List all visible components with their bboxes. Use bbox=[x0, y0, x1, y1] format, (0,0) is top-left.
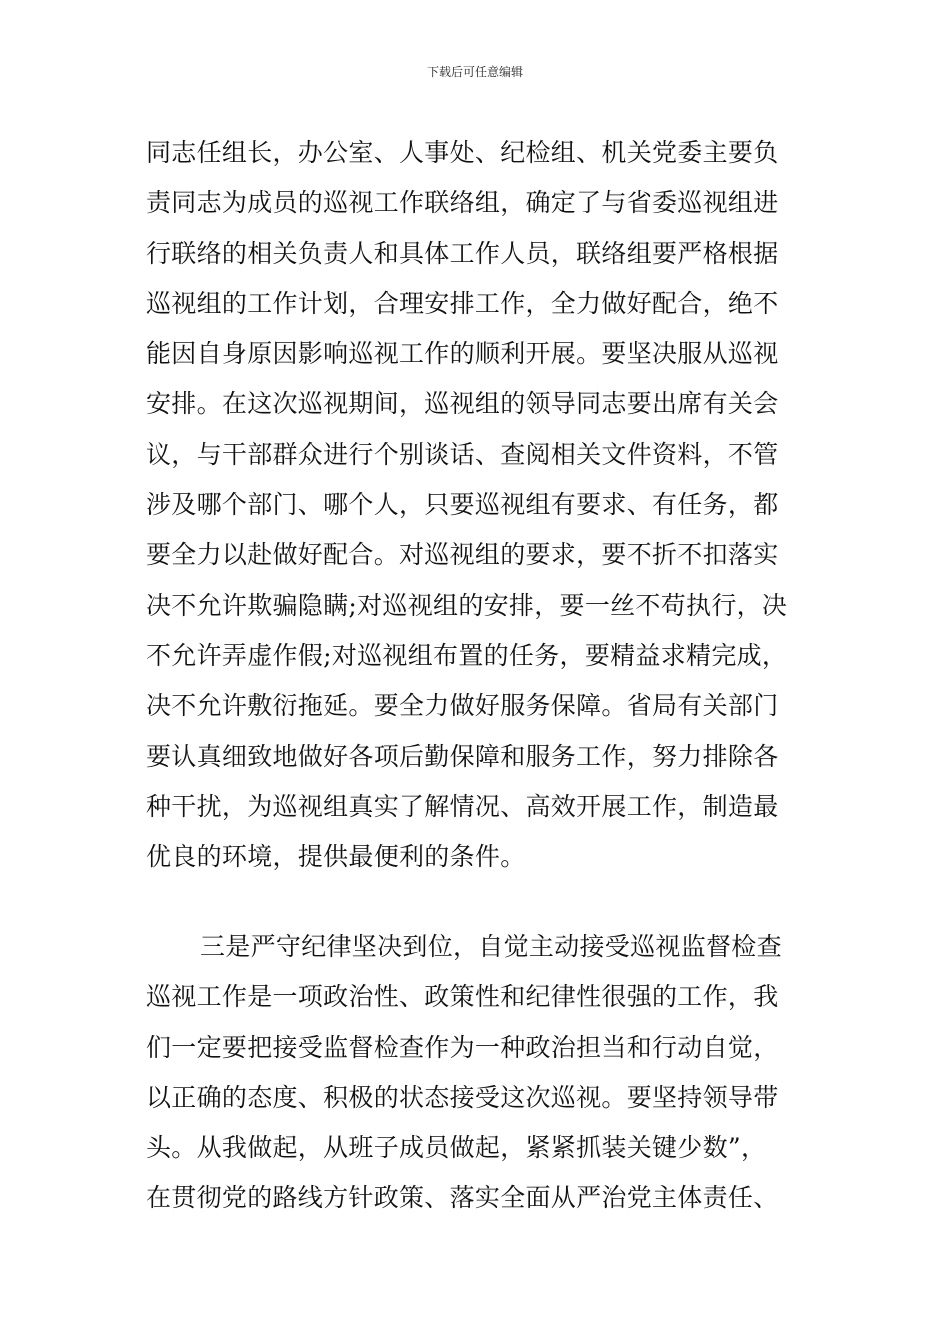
text-line: 决不允许敷衍拖延。要全力做好服务保障。省局有关部门 bbox=[146, 691, 779, 721]
text-line: 在贯彻党的路线方针政策、落实全面从严治党主体责任、 bbox=[146, 1183, 779, 1213]
text-line: 头。从我做起，从班子成员做起，紧紧抓装关键少数”， bbox=[146, 1133, 767, 1163]
text-line: 同志任组长，办公室、人事处、纪检组、机关党委主要负 bbox=[146, 138, 779, 167]
text-line: 要全力以赴做好配合。对巡视组的要求，要不折不扣落实 bbox=[146, 540, 779, 570]
text-line: 优良的环境，提供最便利的条件。 bbox=[146, 842, 526, 872]
text-line: 行联络的相关负责人和具体工作人员，联络组要严格根据 bbox=[146, 238, 779, 268]
paragraph-2 bbox=[146, 922, 806, 1224]
text-line: 要认真细致地做好各项后勤保障和服务工作，努力排除各 bbox=[146, 741, 779, 771]
paragraph-1 bbox=[146, 128, 806, 882]
text-line: 以正确的态度、积极的状态接受这次巡视。要坚持领导带 bbox=[146, 1082, 779, 1112]
text-line: 责同志为成员的巡视工作联络组，确定了与省委巡视组进 bbox=[146, 188, 779, 218]
text-line: 不允许弄虚作假;对巡视组布置的任务，要精益求精完成， bbox=[146, 640, 788, 670]
text-line: 种干扰，为巡视组真实了解情况、高效开展工作，制造最 bbox=[146, 791, 779, 821]
text-line: 安排。在这次巡视期间，巡视组的领导同志要出席有关会 bbox=[146, 389, 779, 419]
page-header: 下载后可任意编辑 bbox=[426, 65, 523, 79]
text-line: 决不允许欺骗隐瞒;对巡视组的安排，要一丝不苟执行，决 bbox=[146, 590, 788, 620]
text-line: 议，与干部群众进行个别谈话、查阅相关文件资料，不管 bbox=[146, 439, 779, 469]
text-line: 巡视组的工作计划，合理安排工作，全力做好配合，绝不 bbox=[146, 288, 779, 318]
text-line: 们一定要把接受监督检查作为一种政治担当和行动自觉， bbox=[146, 1032, 779, 1062]
text-line: 涉及哪个部门、哪个人，只要巡视组有要求、有任务，都 bbox=[146, 490, 779, 520]
text-line: 三是严守纪律坚决到位，自觉主动接受巡视监督检查 bbox=[200, 932, 782, 961]
text-line: 巡视工作是一项政治性、政策性和纪律性很强的工作，我 bbox=[146, 982, 779, 1012]
text-line: 能因自身原因影响巡视工作的顺利开展。要坚决服从巡视 bbox=[146, 339, 779, 369]
